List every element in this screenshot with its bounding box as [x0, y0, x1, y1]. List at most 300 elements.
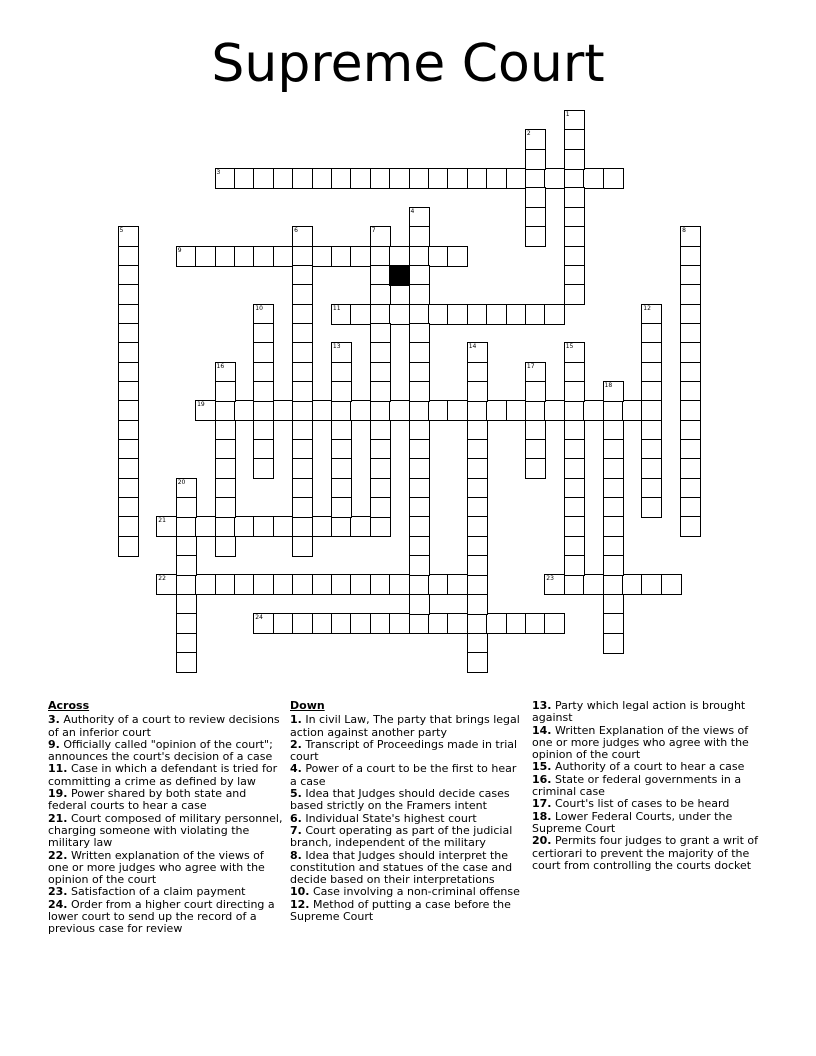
grid-cell[interactable]: [370, 323, 391, 344]
grid-cell[interactable]: [215, 362, 236, 383]
grid-cell[interactable]: [118, 516, 139, 537]
grid-cell[interactable]: [370, 516, 391, 537]
grid-cell[interactable]: [273, 168, 294, 189]
grid-cell[interactable]: [409, 168, 430, 189]
grid-cell[interactable]: [195, 516, 216, 537]
grid-cell[interactable]: [253, 323, 274, 344]
grid-cell[interactable]: [331, 362, 352, 383]
grid-cell[interactable]: [525, 613, 546, 634]
grid-cell[interactable]: [176, 633, 197, 654]
grid-cell[interactable]: [467, 652, 488, 673]
grid-cell[interactable]: [292, 536, 313, 557]
grid-cell[interactable]: [525, 439, 546, 460]
grid-cell[interactable]: [389, 246, 410, 267]
grid-cell[interactable]: [156, 516, 177, 537]
grid-cell[interactable]: [370, 613, 391, 634]
grid-cell[interactable]: [564, 168, 585, 189]
grid-cell[interactable]: [292, 246, 313, 267]
grid-cell[interactable]: [680, 439, 701, 460]
grid-cell[interactable]: [603, 594, 624, 615]
grid-cell[interactable]: [253, 342, 274, 363]
grid-cell[interactable]: [525, 168, 546, 189]
grid-cell[interactable]: [544, 168, 565, 189]
grid-cell[interactable]: [564, 342, 585, 363]
grid-cell[interactable]: [253, 362, 274, 383]
grid-cell[interactable]: [118, 536, 139, 557]
grid-cell[interactable]: [156, 574, 177, 595]
grid-cell[interactable]: [680, 304, 701, 325]
grid-cell[interactable]: [467, 439, 488, 460]
grid-cell[interactable]: [564, 246, 585, 267]
grid-cell[interactable]: [331, 342, 352, 363]
grid-cell[interactable]: [564, 187, 585, 208]
grid-cell[interactable]: [428, 613, 449, 634]
grid-cell[interactable]: [544, 574, 565, 595]
grid-cell[interactable]: [292, 497, 313, 518]
grid-cell[interactable]: [486, 168, 507, 189]
grid-cell[interactable]: [370, 362, 391, 383]
grid-cell[interactable]: [234, 574, 255, 595]
grid-cell[interactable]: [467, 362, 488, 383]
grid-cell[interactable]: [447, 168, 468, 189]
grid-cell[interactable]: [292, 574, 313, 595]
grid-cell[interactable]: [215, 458, 236, 479]
grid-cell[interactable]: [525, 207, 546, 228]
grid-cell[interactable]: [467, 594, 488, 615]
grid-cell[interactable]: [215, 400, 236, 421]
grid-cell[interactable]: [409, 265, 430, 286]
grid-cell[interactable]: [331, 497, 352, 518]
grid-cell[interactable]: [389, 400, 410, 421]
grid-cell[interactable]: [253, 420, 274, 441]
clue-text: Court operating as part of the judicial branch, independent of the military: [290, 823, 513, 850]
grid-cell[interactable]: [215, 574, 236, 595]
grid-cell[interactable]: [292, 478, 313, 499]
grid-cell[interactable]: [370, 458, 391, 479]
grid-cell[interactable]: [370, 168, 391, 189]
grid-cell[interactable]: [641, 439, 662, 460]
grid-cell[interactable]: [370, 284, 391, 305]
grid-cell[interactable]: [350, 516, 371, 537]
grid-cell[interactable]: [331, 381, 352, 402]
grid-cell[interactable]: [370, 574, 391, 595]
grid-cell[interactable]: [447, 246, 468, 267]
grid-cell[interactable]: [370, 246, 391, 267]
grid-cell[interactable]: [176, 555, 197, 576]
grid-cell[interactable]: [370, 439, 391, 460]
grid-cell[interactable]: [118, 420, 139, 441]
grid-cell[interactable]: [564, 265, 585, 286]
grid-cell[interactable]: [118, 439, 139, 460]
grid-cell[interactable]: [564, 555, 585, 576]
grid-cell[interactable]: [370, 304, 391, 325]
grid-cell[interactable]: [234, 246, 255, 267]
grid-cell[interactable]: [467, 420, 488, 441]
grid-cell[interactable]: [467, 497, 488, 518]
grid-cell[interactable]: [409, 613, 430, 634]
grid-cell[interactable]: [118, 342, 139, 363]
grid-cell[interactable]: [447, 613, 468, 634]
grid-cell[interactable]: [564, 284, 585, 305]
grid-cell[interactable]: [292, 439, 313, 460]
grid-cell[interactable]: [350, 304, 371, 325]
grid-cell[interactable]: [680, 265, 701, 286]
grid-cell[interactable]: [486, 613, 507, 634]
grid-cell[interactable]: [603, 497, 624, 518]
grid-cell[interactable]: [641, 420, 662, 441]
grid-cell[interactable]: [331, 439, 352, 460]
grid-cell[interactable]: [234, 400, 255, 421]
grid-cell[interactable]: [215, 420, 236, 441]
grid-cell[interactable]: [409, 594, 430, 615]
grid-cell[interactable]: [331, 458, 352, 479]
grid-cell[interactable]: [409, 323, 430, 344]
grid-cell[interactable]: [486, 400, 507, 421]
grid-cell[interactable]: [564, 400, 585, 421]
grid-cell[interactable]: [409, 207, 430, 228]
grid-cell[interactable]: [603, 516, 624, 537]
grid-cell[interactable]: [253, 613, 274, 634]
grid-cell[interactable]: [680, 458, 701, 479]
grid-cell[interactable]: [506, 400, 527, 421]
grid-cell[interactable]: [564, 574, 585, 595]
grid-cell[interactable]: [195, 400, 216, 421]
grid-cell[interactable]: [292, 400, 313, 421]
grid-cell[interactable]: [525, 362, 546, 383]
grid-cell[interactable]: [312, 400, 333, 421]
grid-cell[interactable]: [118, 246, 139, 267]
grid-cell[interactable]: [292, 342, 313, 363]
grid-cell[interactable]: [564, 381, 585, 402]
grid-cell[interactable]: [292, 168, 313, 189]
grid-cell[interactable]: [370, 420, 391, 441]
grid-cell[interactable]: [312, 516, 333, 537]
grid-cell[interactable]: [350, 613, 371, 634]
grid-cell[interactable]: [350, 574, 371, 595]
grid-cell[interactable]: [215, 516, 236, 537]
grid-cell[interactable]: [467, 381, 488, 402]
grid-cell[interactable]: [603, 536, 624, 557]
grid-cell[interactable]: [680, 362, 701, 383]
grid-cell[interactable]: [525, 381, 546, 402]
grid-cell[interactable]: [467, 168, 488, 189]
grid-cell[interactable]: [253, 381, 274, 402]
grid-cell[interactable]: [525, 458, 546, 479]
grid-cell[interactable]: [428, 168, 449, 189]
grid-cell[interactable]: [253, 246, 274, 267]
grid-cell[interactable]: [467, 478, 488, 499]
grid-cell[interactable]: [680, 381, 701, 402]
grid-cell[interactable]: [176, 652, 197, 673]
grid-cell[interactable]: [447, 400, 468, 421]
grid-cell[interactable]: [525, 304, 546, 325]
grid-cell[interactable]: [273, 516, 294, 537]
grid-cell[interactable]: [215, 497, 236, 518]
grid-cell[interactable]: [603, 555, 624, 576]
grid-cell[interactable]: [292, 381, 313, 402]
grid-cell[interactable]: [273, 574, 294, 595]
grid-cell[interactable]: [176, 536, 197, 557]
grid-cell[interactable]: [641, 323, 662, 344]
grid-cell[interactable]: [525, 187, 546, 208]
grid-cell[interactable]: [506, 168, 527, 189]
grid-cell[interactable]: [370, 478, 391, 499]
grid-cell[interactable]: [409, 439, 430, 460]
grid-cell[interactable]: [370, 342, 391, 363]
grid-cell[interactable]: [253, 439, 274, 460]
grid-cell[interactable]: [312, 168, 333, 189]
grid-cell[interactable]: [253, 168, 274, 189]
grid-cell[interactable]: [680, 284, 701, 305]
grid-cell[interactable]: [603, 420, 624, 441]
grid-cell[interactable]: [641, 381, 662, 402]
grid-cell[interactable]: [564, 439, 585, 460]
grid-cell[interactable]: [331, 400, 352, 421]
grid-cell[interactable]: [564, 478, 585, 499]
grid-cell[interactable]: [234, 168, 255, 189]
grid-cell[interactable]: [428, 574, 449, 595]
grid-cell[interactable]: [176, 594, 197, 615]
grid-cell[interactable]: [176, 246, 197, 267]
clue-number: 14.: [532, 723, 552, 737]
grid-cell[interactable]: [409, 516, 430, 537]
grid-cell[interactable]: [312, 613, 333, 634]
grid-cell[interactable]: [467, 633, 488, 654]
grid-cell[interactable]: [331, 613, 352, 634]
grid-cell[interactable]: [118, 458, 139, 479]
grid-cell[interactable]: [292, 458, 313, 479]
grid-cell[interactable]: [641, 497, 662, 518]
grid-cell[interactable]: [564, 536, 585, 557]
grid-cell[interactable]: [564, 226, 585, 247]
grid-cell[interactable]: [467, 516, 488, 537]
grid-cell[interactable]: [564, 149, 585, 170]
grid-cell[interactable]: [253, 574, 274, 595]
grid-cell[interactable]: [331, 516, 352, 537]
grid-cell[interactable]: [409, 497, 430, 518]
grid-cell[interactable]: [680, 342, 701, 363]
grid-cell[interactable]: [118, 400, 139, 421]
grid-cell[interactable]: [680, 516, 701, 537]
grid-cell[interactable]: [292, 516, 313, 537]
grid-cell[interactable]: [641, 362, 662, 383]
grid-cell[interactable]: [603, 400, 624, 421]
grid-cell[interactable]: [467, 342, 488, 363]
grid-cell[interactable]: [641, 342, 662, 363]
grid-cell[interactable]: [603, 613, 624, 634]
grid-cell[interactable]: [370, 226, 391, 247]
grid-cell[interactable]: [389, 168, 410, 189]
grid-cell[interactable]: [603, 439, 624, 460]
grid-cell[interactable]: [603, 458, 624, 479]
grid-cell[interactable]: [331, 574, 352, 595]
grid-cell[interactable]: [680, 400, 701, 421]
grid-cell[interactable]: [409, 478, 430, 499]
grid-cell[interactable]: [409, 381, 430, 402]
grid-cell[interactable]: [234, 516, 255, 537]
grid-cell[interactable]: [350, 168, 371, 189]
grid-cell[interactable]: [641, 458, 662, 479]
grid-cell[interactable]: [331, 478, 352, 499]
grid-cell[interactable]: [292, 304, 313, 325]
grid-cell[interactable]: [215, 478, 236, 499]
grid-cell[interactable]: [486, 304, 507, 325]
grid-cell[interactable]: [176, 497, 197, 518]
grid-cell[interactable]: [331, 420, 352, 441]
grid-cell[interactable]: [273, 400, 294, 421]
grid-cell[interactable]: [564, 110, 585, 131]
grid-cell[interactable]: [409, 226, 430, 247]
grid-cell[interactable]: [370, 497, 391, 518]
grid-cell[interactable]: [118, 226, 139, 247]
grid-cell[interactable]: [641, 478, 662, 499]
grid-cell[interactable]: [409, 574, 430, 595]
grid-cell[interactable]: [583, 168, 604, 189]
grid-cell[interactable]: [544, 613, 565, 634]
grid-cell[interactable]: [118, 497, 139, 518]
grid-cell[interactable]: [118, 362, 139, 383]
grid-cell[interactable]: [564, 497, 585, 518]
grid-cell[interactable]: [389, 613, 410, 634]
grid-cell[interactable]: [215, 536, 236, 557]
grid-cell[interactable]: [253, 516, 274, 537]
grid-cell[interactable]: [409, 284, 430, 305]
grid-cell[interactable]: [292, 613, 313, 634]
grid-cell[interactable]: [292, 323, 313, 344]
grid-cell[interactable]: [680, 497, 701, 518]
grid-cell[interactable]: [525, 400, 546, 421]
grid-cell[interactable]: [564, 207, 585, 228]
grid-cell[interactable]: [680, 323, 701, 344]
grid-cell[interactable]: [583, 400, 604, 421]
grid-cell[interactable]: [370, 381, 391, 402]
grid-cell[interactable]: [467, 574, 488, 595]
grid-cell[interactable]: [409, 536, 430, 557]
grid-cell[interactable]: [409, 555, 430, 576]
grid-cell[interactable]: [428, 246, 449, 267]
grid-cell[interactable]: [195, 574, 216, 595]
grid-cell[interactable]: [118, 304, 139, 325]
grid-cell[interactable]: [467, 555, 488, 576]
grid-cell[interactable]: [564, 458, 585, 479]
grid-cell[interactable]: [176, 574, 197, 595]
grid-cell[interactable]: [350, 246, 371, 267]
grid-cell[interactable]: [389, 574, 410, 595]
grid-cell[interactable]: [273, 613, 294, 634]
grid-cell[interactable]: [603, 574, 624, 595]
grid-cell[interactable]: [350, 400, 371, 421]
grid-cell[interactable]: [215, 246, 236, 267]
grid-cell[interactable]: [215, 439, 236, 460]
grid-cell[interactable]: [292, 420, 313, 441]
grid-cell[interactable]: [331, 304, 352, 325]
grid-cell[interactable]: [331, 168, 352, 189]
grid-cell[interactable]: [370, 265, 391, 286]
grid-cell[interactable]: [525, 149, 546, 170]
grid-cell[interactable]: [680, 420, 701, 441]
grid-cell[interactable]: [506, 613, 527, 634]
grid-cell[interactable]: [409, 420, 430, 441]
grid-cell[interactable]: [118, 265, 139, 286]
grid-cell[interactable]: [622, 574, 643, 595]
grid-cell[interactable]: [564, 420, 585, 441]
grid-cell[interactable]: [292, 265, 313, 286]
grid-cell[interactable]: [603, 381, 624, 402]
grid-cell[interactable]: [195, 246, 216, 267]
grid-cell[interactable]: [253, 458, 274, 479]
grid-cell[interactable]: [525, 420, 546, 441]
grid-cell[interactable]: [603, 168, 624, 189]
grid-cell[interactable]: [641, 304, 662, 325]
grid-cell[interactable]: [544, 400, 565, 421]
grid-cell[interactable]: [273, 246, 294, 267]
grid-cell[interactable]: [467, 400, 488, 421]
grid-cell[interactable]: [428, 304, 449, 325]
grid-cell[interactable]: [409, 458, 430, 479]
grid-cell[interactable]: [292, 362, 313, 383]
grid-cell[interactable]: [564, 516, 585, 537]
grid-cell[interactable]: [118, 381, 139, 402]
grid-cell[interactable]: [118, 478, 139, 499]
grid-cell[interactable]: [564, 362, 585, 383]
grid-cell[interactable]: [544, 304, 565, 325]
grid-cell[interactable]: [312, 574, 333, 595]
grid-cell[interactable]: [312, 246, 333, 267]
grid-cell[interactable]: [409, 342, 430, 363]
grid-cell[interactable]: [583, 574, 604, 595]
grid-cell[interactable]: [564, 129, 585, 150]
grid-cell[interactable]: [622, 400, 643, 421]
grid-cell[interactable]: [641, 400, 662, 421]
grid-cell[interactable]: [641, 574, 662, 595]
grid-cell[interactable]: [176, 516, 197, 537]
grid-cell[interactable]: [467, 304, 488, 325]
grid-cell[interactable]: [447, 574, 468, 595]
grid-cell[interactable]: [253, 400, 274, 421]
grid-cell[interactable]: [409, 362, 430, 383]
grid-cell[interactable]: [680, 478, 701, 499]
grid-cell[interactable]: [467, 458, 488, 479]
grid-cell[interactable]: [409, 246, 430, 267]
grid-cell[interactable]: [603, 633, 624, 654]
grid-cell[interactable]: [215, 381, 236, 402]
grid-cell[interactable]: [409, 400, 430, 421]
grid-cell[interactable]: [661, 574, 682, 595]
grid-cell[interactable]: [409, 304, 430, 325]
grid-cell[interactable]: [215, 168, 236, 189]
grid-cell[interactable]: [467, 536, 488, 557]
grid-cell[interactable]: [118, 323, 139, 344]
grid-cell[interactable]: [176, 478, 197, 499]
grid-cell[interactable]: [525, 129, 546, 150]
grid-cell[interactable]: [506, 304, 527, 325]
grid-cell[interactable]: [292, 226, 313, 247]
grid-cell[interactable]: [370, 400, 391, 421]
grid-cell[interactable]: [680, 246, 701, 267]
grid-cell[interactable]: [447, 304, 468, 325]
grid-cell[interactable]: [389, 304, 410, 325]
grid-cell[interactable]: [292, 284, 313, 305]
grid-cell[interactable]: [680, 226, 701, 247]
grid-cell[interactable]: [467, 613, 488, 634]
grid-cell[interactable]: [525, 226, 546, 247]
grid-cell[interactable]: [603, 478, 624, 499]
grid-cell[interactable]: [331, 246, 352, 267]
grid-cell[interactable]: [176, 613, 197, 634]
grid-cell[interactable]: [253, 304, 274, 325]
grid-cell[interactable]: [428, 400, 449, 421]
grid-cell[interactable]: [118, 284, 139, 305]
